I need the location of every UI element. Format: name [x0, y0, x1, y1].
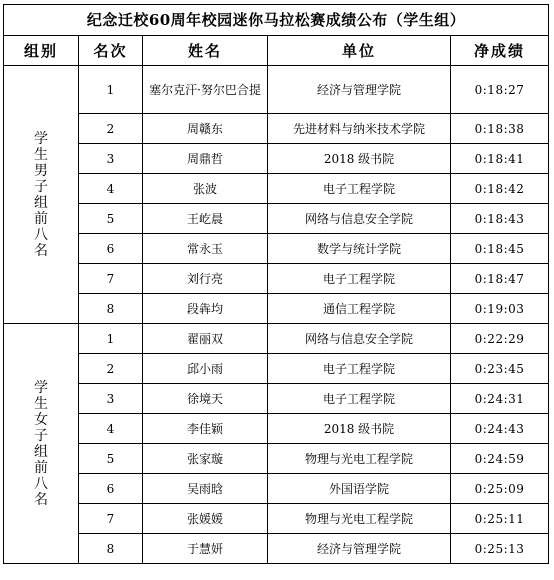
time-cell: 0:18:42 [451, 174, 549, 204]
rank-cell: 8 [79, 294, 143, 324]
table-row [4, 324, 549, 354]
time-cell: 0:18:45 [451, 234, 549, 264]
table-row [4, 66, 549, 114]
name-cell: 王屹晨 [143, 204, 268, 234]
header-time: 净成绩 [451, 36, 549, 66]
page-title: 纪念迁校60周年校园迷你马拉松赛成绩公布（学生组） [4, 5, 549, 36]
unit-cell: 物理与光电工程学院 [268, 444, 451, 474]
rank-cell: 4 [79, 414, 143, 444]
name-cell: 吴雨晗 [143, 474, 268, 504]
name-cell: 常永玉 [143, 234, 268, 264]
unit-cell: 经济与管理学院 [268, 534, 451, 564]
group-label: 学生男子组前八名 [34, 130, 48, 259]
unit-cell: 先进材料与纳米技术学院 [268, 114, 451, 144]
time-cell: 0:18:41 [451, 144, 549, 174]
name-cell: 周鼎哲 [143, 144, 268, 174]
rank-cell: 5 [79, 204, 143, 234]
header-unit: 单位 [268, 36, 451, 66]
time-cell: 0:24:31 [451, 384, 549, 414]
rank-cell: 6 [79, 234, 143, 264]
time-cell: 0:23:45 [451, 354, 549, 384]
table-row [4, 294, 549, 324]
time-cell: 0:18:38 [451, 114, 549, 144]
results-sheet [3, 4, 548, 564]
group-label: 学生女子组前八名 [34, 379, 48, 508]
unit-cell: 2018 级书院 [268, 144, 451, 174]
unit-cell: 物理与光电工程学院 [268, 504, 451, 534]
table-row [4, 444, 549, 474]
name-cell: 张波 [143, 174, 268, 204]
group-label-cell [4, 324, 79, 564]
time-cell: 0:22:29 [451, 324, 549, 354]
name-cell: 于慧妍 [143, 534, 268, 564]
rank-cell: 8 [79, 534, 143, 564]
rank-cell: 7 [79, 504, 143, 534]
rank-cell: 2 [79, 354, 143, 384]
name-cell: 张家璇 [143, 444, 268, 474]
name-cell: 徐境天 [143, 384, 268, 414]
name-cell: 段犇均 [143, 294, 268, 324]
rank-cell: 1 [79, 66, 143, 114]
time-cell: 0:25:13 [451, 534, 549, 564]
results-table [3, 4, 549, 564]
table-row [4, 174, 549, 204]
unit-cell: 数学与统计学院 [268, 234, 451, 264]
table-row [4, 384, 549, 414]
name-cell: 张媛媛 [143, 504, 268, 534]
time-cell: 0:18:47 [451, 264, 549, 294]
table-row [4, 474, 549, 504]
time-cell: 0:25:11 [451, 504, 549, 534]
name-cell: 邱小雨 [143, 354, 268, 384]
table-row [4, 204, 549, 234]
name-cell: 周赣东 [143, 114, 268, 144]
unit-cell: 2018 级书院 [268, 414, 451, 444]
rank-cell: 7 [79, 264, 143, 294]
header-group: 组别 [4, 36, 79, 66]
unit-cell: 电子工程学院 [268, 384, 451, 414]
rank-cell: 1 [79, 324, 143, 354]
time-cell: 0:24:43 [451, 414, 549, 444]
time-cell: 0:24:59 [451, 444, 549, 474]
table-row [4, 264, 549, 294]
rank-cell: 4 [79, 174, 143, 204]
name-cell: 翟丽双 [143, 324, 268, 354]
group-label-cell [4, 66, 79, 324]
unit-cell: 通信工程学院 [268, 294, 451, 324]
table-row [4, 414, 549, 444]
unit-cell: 网络与信息安全学院 [268, 204, 451, 234]
unit-cell: 电子工程学院 [268, 264, 451, 294]
name-cell: 李佳颖 [143, 414, 268, 444]
time-cell: 0:25:09 [451, 474, 549, 504]
time-cell: 0:19:03 [451, 294, 549, 324]
unit-cell: 网络与信息安全学院 [268, 324, 451, 354]
header-name: 姓名 [143, 36, 268, 66]
header-rank: 名次 [79, 36, 143, 66]
time-cell: 0:18:27 [451, 66, 549, 114]
table-row [4, 354, 549, 384]
unit-cell: 外国语学院 [268, 474, 451, 504]
rank-cell: 3 [79, 384, 143, 414]
rank-cell: 2 [79, 114, 143, 144]
table-row [4, 114, 549, 144]
rank-cell: 6 [79, 474, 143, 504]
unit-cell: 经济与管理学院 [268, 66, 451, 114]
table-row [4, 234, 549, 264]
unit-cell: 电子工程学院 [268, 354, 451, 384]
table-row [4, 144, 549, 174]
unit-cell: 电子工程学院 [268, 174, 451, 204]
name-cell: 刘行亮 [143, 264, 268, 294]
time-cell: 0:18:43 [451, 204, 549, 234]
name-cell: 塞尔克汗·努尔巴合提 [143, 66, 268, 114]
rank-cell: 3 [79, 144, 143, 174]
table-row [4, 504, 549, 534]
table-row [4, 534, 549, 564]
rank-cell: 5 [79, 444, 143, 474]
